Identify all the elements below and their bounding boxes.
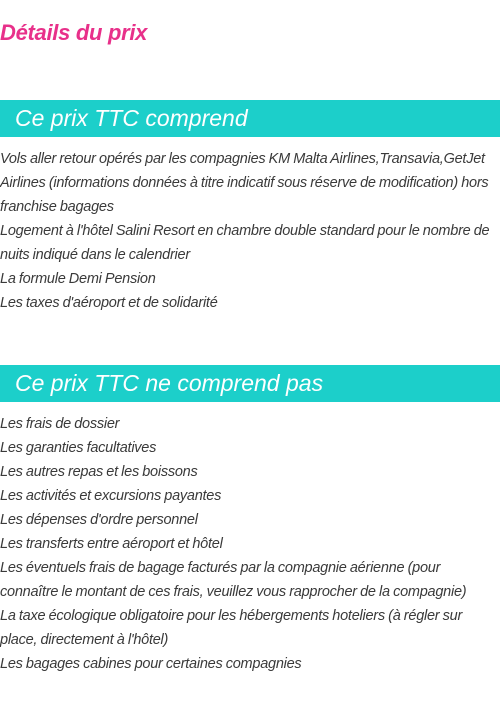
included-item-hotel: Logement à l'hôtel Salini Resort en chambre double standard pour le nombre de nuits indiqué dans le calendrier — [0, 223, 490, 263]
included-items-list — [0, 147, 500, 315]
excluded-items-list — [0, 412, 500, 676]
included-item-taxes: Les taxes d'aéroport et de solidarité — [0, 295, 218, 311]
included-item-half-board: La formule Demi Pension — [0, 271, 156, 287]
excluded-item-personal-expenses: Les dépenses d'ordre personnel — [0, 512, 198, 528]
included-item-flights: Vols aller retour opérés par les compagnies KM Malta Airlines,Transavia,GetJet Airlines (informations données à titre indicatif sous réserve de modification) hors franchise bagages — [0, 151, 489, 215]
excluded-item-baggage-fees: Les éventuels frais de bagage facturés par la compagnie aérienne (pour connaître le montant de ces frais, veuillez vous rapprocher de la compagnie) — [0, 560, 467, 600]
excluded-section-header: Ce prix TTC ne comprend pas — [0, 365, 500, 402]
excluded-item-other-meals: Les autres repas et les boissons — [0, 464, 198, 480]
excluded-item-booking-fees: Les frais de dossier — [0, 416, 120, 432]
page-title: Détails du prix — [0, 20, 148, 45]
excluded-item-optional-insurance: Les garanties facultatives — [0, 440, 157, 456]
excluded-item-eco-tax: La taxe écologique obligatoire pour les hébergements hoteliers (à régler sur place, directement à l'hôtel) — [0, 608, 463, 648]
included-section-header: Ce prix TTC comprend — [0, 100, 500, 137]
excluded-item-paid-activities: Les activités et excursions payantes — [0, 488, 222, 504]
excluded-item-cabin-bags: Les bagages cabines pour certaines compagnies — [0, 656, 302, 672]
excluded-item-transfers: Les transferts entre aéroport et hôtel — [0, 536, 223, 552]
